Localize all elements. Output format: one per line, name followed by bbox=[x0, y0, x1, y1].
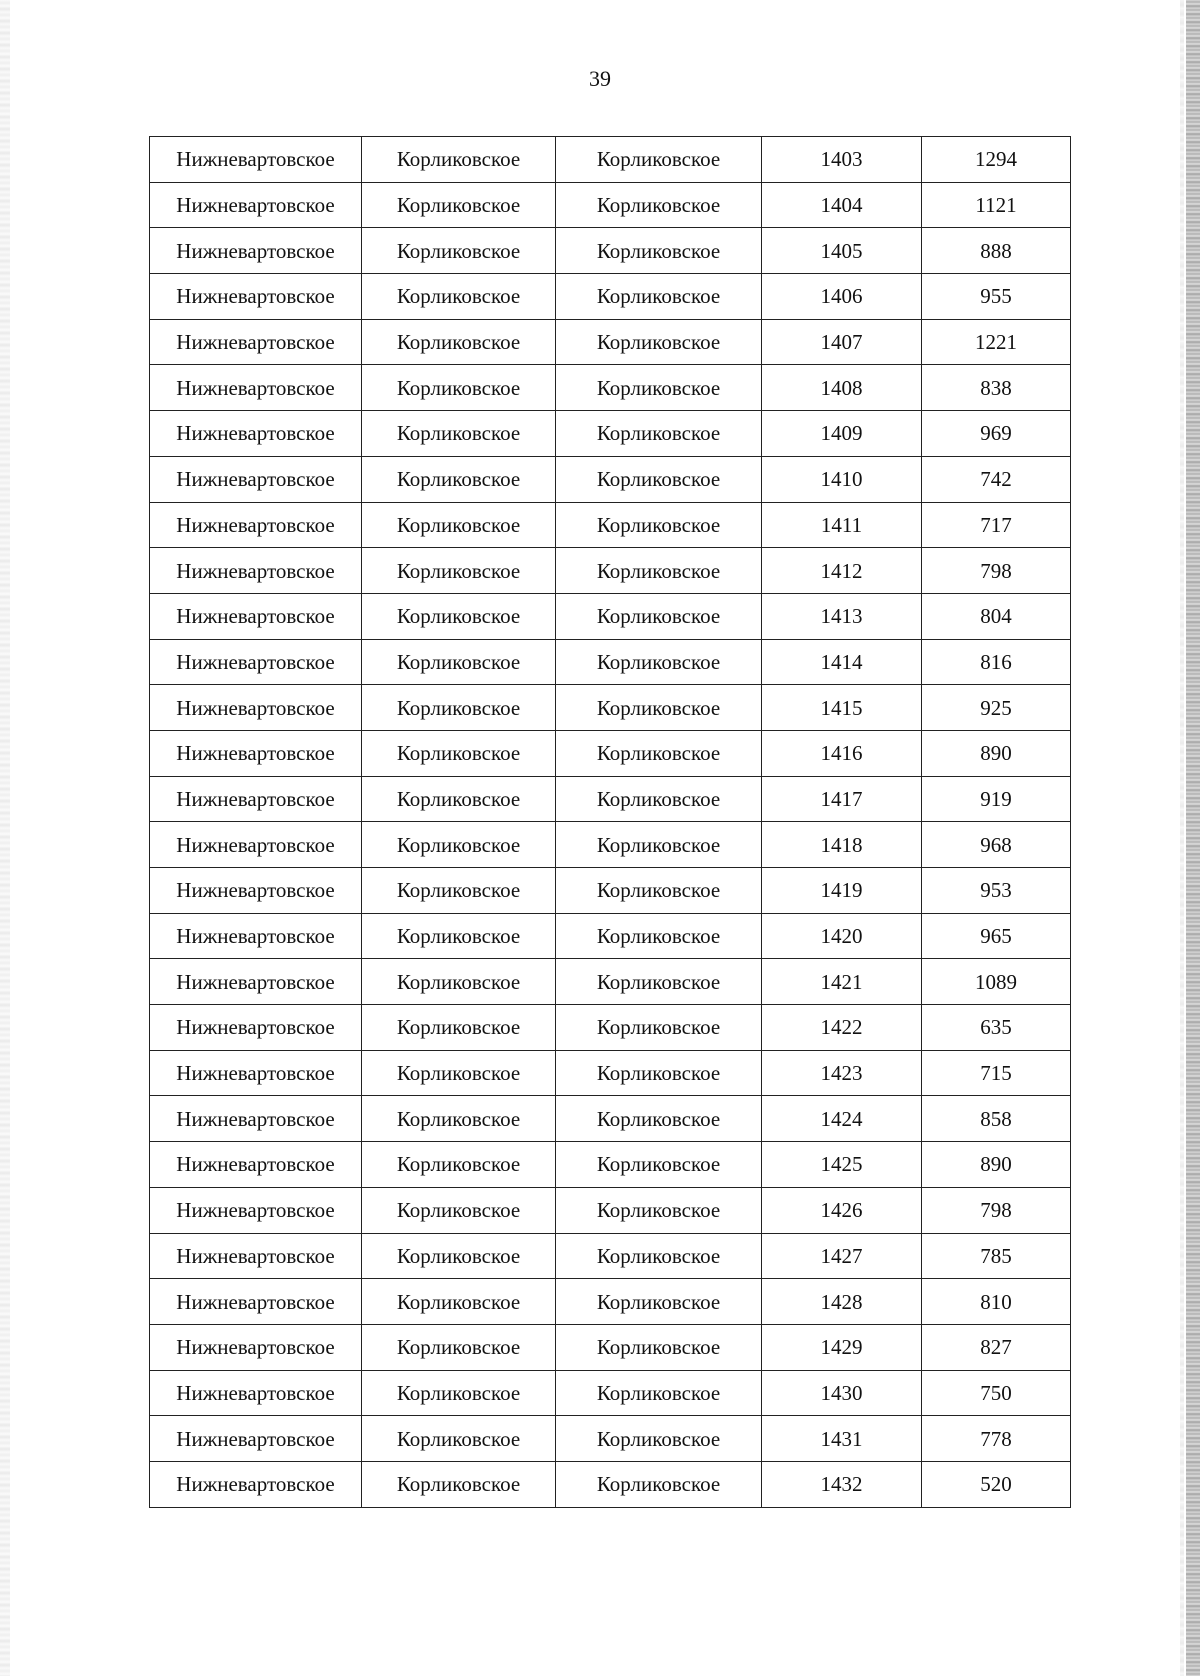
value-cell: 968 bbox=[922, 822, 1071, 868]
settlement-cell: Корликовское bbox=[362, 593, 556, 639]
settlement-cell: Корликовское bbox=[362, 137, 556, 183]
locality-cell: Корликовское bbox=[556, 913, 762, 959]
district-cell: Нижневартовское bbox=[150, 1324, 362, 1370]
table-row bbox=[150, 1416, 1071, 1462]
settlement-cell: Корликовское bbox=[362, 411, 556, 457]
settlement-cell: Корликовское bbox=[362, 685, 556, 731]
code-cell: 1423 bbox=[762, 1050, 922, 1096]
district-cell: Нижневартовское bbox=[150, 776, 362, 822]
table-row bbox=[150, 1142, 1071, 1188]
code-cell: 1403 bbox=[762, 137, 922, 183]
table-row bbox=[150, 319, 1071, 365]
locality-cell: Корликовское bbox=[556, 639, 762, 685]
table-row bbox=[150, 959, 1071, 1005]
locality-cell: Корликовское bbox=[556, 868, 762, 914]
value-cell: 742 bbox=[922, 456, 1071, 502]
code-cell: 1425 bbox=[762, 1142, 922, 1188]
settlement-cell: Корликовское bbox=[362, 1416, 556, 1462]
code-cell: 1431 bbox=[762, 1416, 922, 1462]
table-row bbox=[150, 913, 1071, 959]
code-cell: 1418 bbox=[762, 822, 922, 868]
district-cell: Нижневартовское bbox=[150, 1050, 362, 1096]
district-cell: Нижневартовское bbox=[150, 1187, 362, 1233]
district-cell: Нижневартовское bbox=[150, 868, 362, 914]
code-cell: 1409 bbox=[762, 411, 922, 457]
value-cell: 810 bbox=[922, 1279, 1071, 1325]
locality-cell: Корликовское bbox=[556, 548, 762, 594]
district-cell: Нижневартовское bbox=[150, 1416, 362, 1462]
settlement-cell: Корликовское bbox=[362, 959, 556, 1005]
settlement-cell: Корликовское bbox=[362, 182, 556, 228]
district-cell: Нижневартовское bbox=[150, 913, 362, 959]
locality-cell: Корликовское bbox=[556, 274, 762, 320]
district-cell: Нижневартовское bbox=[150, 593, 362, 639]
table-row bbox=[150, 274, 1071, 320]
district-cell: Нижневартовское bbox=[150, 319, 362, 365]
table-row bbox=[150, 1233, 1071, 1279]
locality-cell: Корликовское bbox=[556, 1142, 762, 1188]
district-cell: Нижневартовское bbox=[150, 456, 362, 502]
locality-cell: Корликовское bbox=[556, 593, 762, 639]
district-cell: Нижневартовское bbox=[150, 1005, 362, 1051]
locality-cell: Корликовское bbox=[556, 1416, 762, 1462]
code-cell: 1432 bbox=[762, 1461, 922, 1507]
locality-cell: Корликовское bbox=[556, 411, 762, 457]
locality-cell: Корликовское bbox=[556, 182, 762, 228]
table-row bbox=[150, 1005, 1071, 1051]
locality-cell: Корликовское bbox=[556, 1187, 762, 1233]
settlement-cell: Корликовское bbox=[362, 1324, 556, 1370]
code-cell: 1405 bbox=[762, 228, 922, 274]
scan-edge-left bbox=[0, 0, 10, 1676]
value-cell: 715 bbox=[922, 1050, 1071, 1096]
district-cell: Нижневартовское bbox=[150, 274, 362, 320]
table-row bbox=[150, 1096, 1071, 1142]
table-row bbox=[150, 1279, 1071, 1325]
settlement-cell: Корликовское bbox=[362, 1461, 556, 1507]
data-table bbox=[149, 136, 1071, 1508]
table-row bbox=[150, 822, 1071, 868]
code-cell: 1413 bbox=[762, 593, 922, 639]
district-cell: Нижневартовское bbox=[150, 685, 362, 731]
code-cell: 1414 bbox=[762, 639, 922, 685]
value-cell: 816 bbox=[922, 639, 1071, 685]
locality-cell: Корликовское bbox=[556, 1324, 762, 1370]
district-cell: Нижневартовское bbox=[150, 1142, 362, 1188]
locality-cell: Корликовское bbox=[556, 822, 762, 868]
table-row bbox=[150, 685, 1071, 731]
code-cell: 1412 bbox=[762, 548, 922, 594]
value-cell: 520 bbox=[922, 1461, 1071, 1507]
district-cell: Нижневартовское bbox=[150, 639, 362, 685]
district-cell: Нижневартовское bbox=[150, 730, 362, 776]
district-cell: Нижневартовское bbox=[150, 228, 362, 274]
code-cell: 1406 bbox=[762, 274, 922, 320]
value-cell: 888 bbox=[922, 228, 1071, 274]
settlement-cell: Корликовское bbox=[362, 822, 556, 868]
code-cell: 1411 bbox=[762, 502, 922, 548]
district-cell: Нижневартовское bbox=[150, 1370, 362, 1416]
settlement-cell: Корликовское bbox=[362, 868, 556, 914]
settlement-cell: Корликовское bbox=[362, 1096, 556, 1142]
locality-cell: Корликовское bbox=[556, 685, 762, 731]
page-number: 39 bbox=[589, 66, 611, 91]
table-row bbox=[150, 456, 1071, 502]
settlement-cell: Корликовское bbox=[362, 1187, 556, 1233]
settlement-cell: Корликовское bbox=[362, 1370, 556, 1416]
value-cell: 955 bbox=[922, 274, 1071, 320]
value-cell: 858 bbox=[922, 1096, 1071, 1142]
value-cell: 890 bbox=[922, 730, 1071, 776]
value-cell: 965 bbox=[922, 913, 1071, 959]
settlement-cell: Корликовское bbox=[362, 639, 556, 685]
code-cell: 1417 bbox=[762, 776, 922, 822]
locality-cell: Корликовское bbox=[556, 365, 762, 411]
table-row bbox=[150, 502, 1071, 548]
district-cell: Нижневартовское bbox=[150, 1096, 362, 1142]
code-cell: 1426 bbox=[762, 1187, 922, 1233]
locality-cell: Корликовское bbox=[556, 1279, 762, 1325]
table-row bbox=[150, 639, 1071, 685]
value-cell: 804 bbox=[922, 593, 1071, 639]
table-row bbox=[150, 1324, 1071, 1370]
code-cell: 1429 bbox=[762, 1324, 922, 1370]
code-cell: 1416 bbox=[762, 730, 922, 776]
code-cell: 1428 bbox=[762, 1279, 922, 1325]
table-row bbox=[150, 1461, 1071, 1507]
table-row bbox=[150, 365, 1071, 411]
table-row bbox=[150, 593, 1071, 639]
locality-cell: Корликовское bbox=[556, 1050, 762, 1096]
settlement-cell: Корликовское bbox=[362, 776, 556, 822]
locality-cell: Корликовское bbox=[556, 137, 762, 183]
value-cell: 635 bbox=[922, 1005, 1071, 1051]
value-cell: 925 bbox=[922, 685, 1071, 731]
settlement-cell: Корликовское bbox=[362, 274, 556, 320]
table-row bbox=[150, 730, 1071, 776]
value-cell: 1121 bbox=[922, 182, 1071, 228]
table-row bbox=[150, 776, 1071, 822]
value-cell: 798 bbox=[922, 1187, 1071, 1233]
locality-cell: Корликовское bbox=[556, 319, 762, 365]
settlement-cell: Корликовское bbox=[362, 913, 556, 959]
district-cell: Нижневартовское bbox=[150, 1233, 362, 1279]
code-cell: 1404 bbox=[762, 182, 922, 228]
settlement-cell: Корликовское bbox=[362, 1279, 556, 1325]
district-cell: Нижневартовское bbox=[150, 1279, 362, 1325]
code-cell: 1408 bbox=[762, 365, 922, 411]
value-cell: 717 bbox=[922, 502, 1071, 548]
value-cell: 1221 bbox=[922, 319, 1071, 365]
table-row bbox=[150, 411, 1071, 457]
settlement-cell: Корликовское bbox=[362, 228, 556, 274]
code-cell: 1419 bbox=[762, 868, 922, 914]
district-cell: Нижневартовское bbox=[150, 182, 362, 228]
code-cell: 1424 bbox=[762, 1096, 922, 1142]
table-row bbox=[150, 137, 1071, 183]
locality-cell: Корликовское bbox=[556, 959, 762, 1005]
settlement-cell: Корликовское bbox=[362, 456, 556, 502]
value-cell: 827 bbox=[922, 1324, 1071, 1370]
settlement-cell: Корликовское bbox=[362, 1050, 556, 1096]
settlement-cell: Корликовское bbox=[362, 365, 556, 411]
value-cell: 785 bbox=[922, 1233, 1071, 1279]
locality-cell: Корликовское bbox=[556, 776, 762, 822]
value-cell: 1089 bbox=[922, 959, 1071, 1005]
district-cell: Нижневартовское bbox=[150, 548, 362, 594]
code-cell: 1430 bbox=[762, 1370, 922, 1416]
table-row bbox=[150, 1370, 1071, 1416]
value-cell: 798 bbox=[922, 548, 1071, 594]
table-body bbox=[150, 137, 1071, 1508]
value-cell: 778 bbox=[922, 1416, 1071, 1462]
settlement-cell: Корликовское bbox=[362, 548, 556, 594]
code-cell: 1420 bbox=[762, 913, 922, 959]
district-cell: Нижневартовское bbox=[150, 822, 362, 868]
locality-cell: Корликовское bbox=[556, 456, 762, 502]
table-row bbox=[150, 1050, 1071, 1096]
code-cell: 1410 bbox=[762, 456, 922, 502]
locality-cell: Корликовское bbox=[556, 1233, 762, 1279]
table-row bbox=[150, 1187, 1071, 1233]
code-cell: 1421 bbox=[762, 959, 922, 1005]
district-cell: Нижневартовское bbox=[150, 959, 362, 1005]
code-cell: 1415 bbox=[762, 685, 922, 731]
locality-cell: Корликовское bbox=[556, 730, 762, 776]
locality-cell: Корликовское bbox=[556, 1370, 762, 1416]
settlement-cell: Корликовское bbox=[362, 730, 556, 776]
locality-cell: Корликовское bbox=[556, 1005, 762, 1051]
settlement-cell: Корликовское bbox=[362, 1142, 556, 1188]
settlement-cell: Корликовское bbox=[362, 1005, 556, 1051]
district-cell: Нижневартовское bbox=[150, 137, 362, 183]
locality-cell: Корликовское bbox=[556, 1096, 762, 1142]
value-cell: 919 bbox=[922, 776, 1071, 822]
value-cell: 890 bbox=[922, 1142, 1071, 1188]
district-cell: Нижневартовское bbox=[150, 502, 362, 548]
locality-cell: Корликовское bbox=[556, 502, 762, 548]
locality-cell: Корликовское bbox=[556, 1461, 762, 1507]
value-cell: 969 bbox=[922, 411, 1071, 457]
table-row bbox=[150, 228, 1071, 274]
code-cell: 1427 bbox=[762, 1233, 922, 1279]
value-cell: 1294 bbox=[922, 137, 1071, 183]
district-cell: Нижневартовское bbox=[150, 411, 362, 457]
value-cell: 953 bbox=[922, 868, 1071, 914]
code-cell: 1422 bbox=[762, 1005, 922, 1051]
settlement-cell: Корликовское bbox=[362, 319, 556, 365]
table-row bbox=[150, 182, 1071, 228]
value-cell: 838 bbox=[922, 365, 1071, 411]
scan-edge-right bbox=[1186, 0, 1200, 1676]
locality-cell: Корликовское bbox=[556, 228, 762, 274]
value-cell: 750 bbox=[922, 1370, 1071, 1416]
code-cell: 1407 bbox=[762, 319, 922, 365]
district-cell: Нижневартовское bbox=[150, 365, 362, 411]
district-cell: Нижневартовское bbox=[150, 1461, 362, 1507]
table-row bbox=[150, 548, 1071, 594]
settlement-cell: Корликовское bbox=[362, 502, 556, 548]
table-row bbox=[150, 868, 1071, 914]
settlement-cell: Корликовское bbox=[362, 1233, 556, 1279]
